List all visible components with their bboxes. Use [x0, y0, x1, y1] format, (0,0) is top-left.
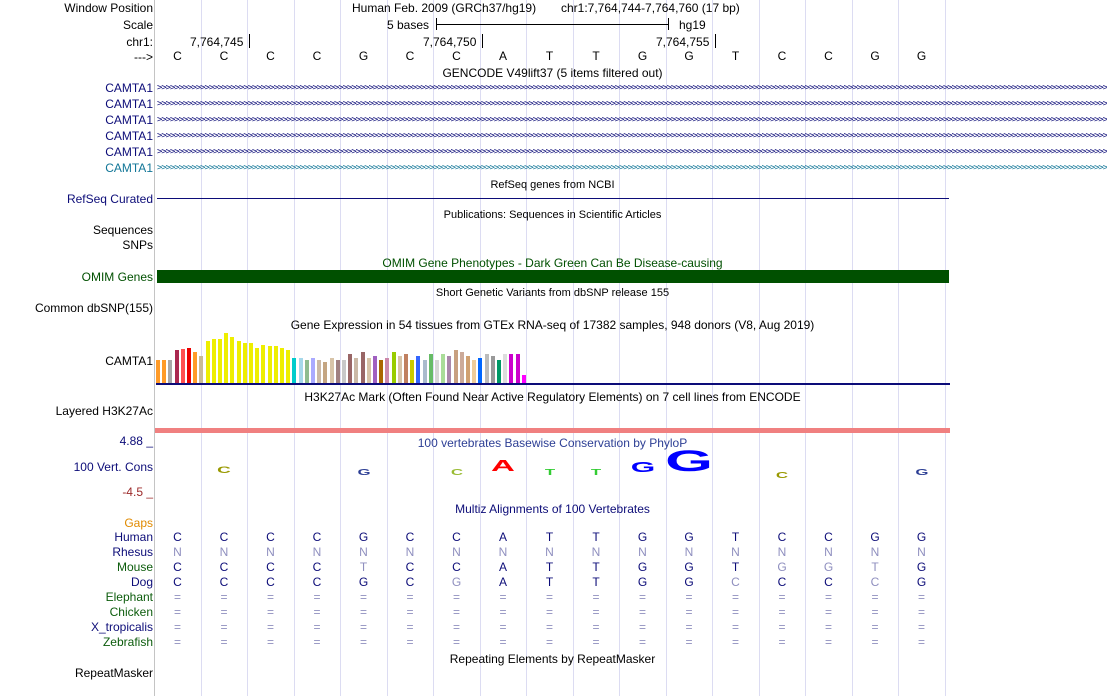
- alignment-base: =: [359, 635, 367, 649]
- sequence-base: T: [731, 49, 740, 63]
- alignment-base: N: [917, 545, 926, 559]
- gtex-track-title[interactable]: Gene Expression in 54 tissues from GTEx RNA-seq of 17382 samples, 948 donors (V8, Aug 2019): [290, 318, 815, 332]
- alignment-base: =: [871, 590, 879, 604]
- alignment-base: =: [778, 635, 786, 649]
- refseq-track-title[interactable]: RefSeq genes from NCBI: [490, 179, 615, 191]
- alignment-base: =: [731, 605, 739, 619]
- alignment-base: N: [312, 545, 322, 559]
- alignment-base: C: [777, 530, 787, 544]
- alignment-base: G: [777, 560, 787, 574]
- alignment-base: G: [870, 530, 880, 544]
- gtex-baseline: [156, 383, 950, 385]
- conservation-logo[interactable]: [155, 445, 950, 493]
- alignment-base: =: [406, 635, 414, 649]
- alignment-base: =: [685, 590, 693, 604]
- alignment-base: =: [220, 605, 228, 619]
- gencode-transcript-feature[interactable]: >>>>>>>>>>>>>>>>>>>>>>>>>>>>>>>>>>>>>>>>>>>>>>>>>>>>>>>>>>>>>>>>>>>>>>>>>>>>>>>>>>>>>>>>>>>>>>>>>>>>>>>>>>>>>>>>>>>>>>>>>>>>>>>>>>>>>>>>>>>>>>>>>>>>>>>>>>>>>>>>>>>>>>>>>>>>>>>>>>>>>>>>>>>>>>>>>>>>>>>>>>>>>>>>>>>>>>>>>>>>: [157, 99, 1107, 109]
- alignment-base: N: [452, 545, 461, 559]
- alignment-base: =: [545, 605, 553, 619]
- alignment-base: G: [684, 575, 694, 589]
- gaps-label[interactable]: Gaps: [124, 516, 153, 530]
- sequence-base: C: [405, 49, 415, 63]
- sequence-base: C: [452, 49, 461, 63]
- multiz-alignment-row: [155, 590, 950, 604]
- alignment-base: =: [452, 635, 460, 649]
- alignment-base: =: [824, 635, 832, 649]
- conservation-track-title[interactable]: 100 vertebrates Basewise Conservation by PhyloP: [417, 436, 688, 450]
- gtex-tissue-bar[interactable]: [175, 350, 179, 383]
- gtex-tissue-bar[interactable]: [261, 345, 265, 383]
- alignment-base: =: [359, 605, 367, 619]
- strand-arrow-label: --->: [134, 50, 153, 64]
- sequence-base: G: [637, 49, 648, 63]
- alignment-base: G: [684, 530, 694, 544]
- omim-track-title[interactable]: OMIM Gene Phenotypes - Dark Green Can Be Disease-causing: [382, 256, 723, 270]
- alignment-base: =: [173, 605, 181, 619]
- alignment-base: C: [452, 530, 461, 544]
- gtex-tissue-bar[interactable]: [503, 354, 507, 383]
- gencode-transcript-label[interactable]: CAMTA1: [105, 81, 153, 95]
- repeatmasker-label[interactable]: RepeatMasker: [74, 666, 153, 680]
- sequence-base: C: [824, 49, 833, 63]
- db-name: hg19: [679, 18, 706, 32]
- alignment-base: G: [916, 530, 927, 544]
- gtex-tissue-bar[interactable]: [243, 343, 247, 383]
- gtex-tissue-bar[interactable]: [162, 360, 166, 383]
- gtex-tissue-bar[interactable]: [509, 354, 513, 383]
- h3k27ac-track-title[interactable]: H3K27Ac Mark (Often Found Near Active Regulatory Elements) on 7 cell lines from ENCODE: [304, 390, 801, 404]
- gtex-tissue-bar[interactable]: [286, 350, 290, 383]
- gencode-transcript-label[interactable]: CAMTA1: [105, 145, 153, 159]
- gencode-transcript-feature[interactable]: >>>>>>>>>>>>>>>>>>>>>>>>>>>>>>>>>>>>>>>>>>>>>>>>>>>>>>>>>>>>>>>>>>>>>>>>>>>>>>>>>>>>>>>>>>>>>>>>>>>>>>>>>>>>>>>>>>>>>>>>>>>>>>>>>>>>>>>>>>>>>>>>>>>>>>>>>>>>>>>>>>>>>>>>>>>>>>>>>>>>>>>>>>>>>>>>>>>>>>>>>>>>>>>>>>>>>>>>>>>>: [157, 147, 1107, 157]
- alignment-base: =: [499, 605, 507, 619]
- alignment-base: =: [406, 620, 414, 634]
- conservation-logo-letter: A: [491, 458, 515, 476]
- alignment-base: =: [266, 590, 274, 604]
- gtex-tissue-bar[interactable]: [237, 341, 241, 383]
- sequence-base: C: [312, 49, 322, 63]
- gtex-tissue-bar[interactable]: [323, 362, 327, 383]
- alignment-base: T: [359, 560, 368, 574]
- gtex-tissue-bar[interactable]: [435, 360, 439, 383]
- multiz-species-label[interactable]: Dog: [130, 575, 153, 589]
- conservation-logo-letter: G: [356, 468, 371, 477]
- alignment-base: =: [917, 605, 925, 619]
- alignment-base: C: [312, 530, 322, 544]
- alignment-base: =: [917, 620, 925, 634]
- gtex-tissue-bar[interactable]: [218, 339, 222, 383]
- gencode-transcript-label[interactable]: CAMTA1: [105, 97, 153, 111]
- multiz-alignment-row: [155, 635, 950, 649]
- gtex-tissue-bar[interactable]: [292, 358, 296, 383]
- alignment-base: C: [405, 530, 415, 544]
- alignment-base: =: [592, 590, 600, 604]
- dbsnp-track-title[interactable]: Short Genetic Variants from dbSNP release 155: [435, 287, 670, 299]
- scale-text: 5 bases: [387, 18, 430, 32]
- alignment-base: =: [778, 620, 786, 634]
- sequence-base: G: [358, 49, 369, 63]
- multiz-species-label[interactable]: Chicken: [109, 605, 153, 619]
- multiz-species-label[interactable]: Elephant: [105, 590, 153, 604]
- conservation-logo-letter: C: [450, 468, 463, 477]
- alignment-base: =: [499, 620, 507, 634]
- gtex-tissue-bar[interactable]: [187, 348, 191, 383]
- gtex-tissue-bar[interactable]: [478, 358, 482, 383]
- alignment-base: =: [592, 635, 600, 649]
- refseq-curated-label[interactable]: RefSeq Curated: [66, 192, 153, 206]
- alignment-base: =: [406, 590, 414, 604]
- alignment-base: C: [266, 530, 275, 544]
- gencode-transcript-feature[interactable]: >>>>>>>>>>>>>>>>>>>>>>>>>>>>>>>>>>>>>>>>>>>>>>>>>>>>>>>>>>>>>>>>>>>>>>>>>>>>>>>>>>>>>>>>>>>>>>>>>>>>>>>>>>>>>>>>>>>>>>>>>>>>>>>>>>>>>>>>>>>>>>>>>>>>>>>>>>>>>>>>>>>>>>>>>>>>>>>>>>>>>>>>>>>>>>>>>>>>>>>>>>>>>>>>>>>>>>>>>>>>: [157, 115, 1107, 125]
- alignment-base: =: [871, 620, 879, 634]
- alignment-base: C: [266, 575, 275, 589]
- multiz-track-title[interactable]: Multiz Alignments of 100 Vertebrates: [455, 502, 650, 516]
- gtex-tissue-bar[interactable]: [311, 358, 315, 383]
- alignment-base: =: [313, 635, 321, 649]
- sequence-base: C: [777, 49, 787, 63]
- alignment-base: T: [545, 575, 554, 589]
- gtex-tissue-bar[interactable]: [379, 360, 383, 383]
- gtex-tissue-bar[interactable]: [255, 348, 259, 383]
- gtex-tissue-bar[interactable]: [199, 356, 203, 383]
- alignment-base: T: [731, 530, 740, 544]
- repeatmasker-track-title[interactable]: Repeating Elements by RepeatMasker: [449, 652, 656, 666]
- gtex-tissue-bar[interactable]: [330, 358, 334, 383]
- alignment-base: C: [312, 560, 322, 574]
- alignment-base: G: [637, 560, 648, 574]
- conservation-logo-letter: G: [914, 468, 929, 477]
- alignment-base: C: [173, 560, 182, 574]
- gtex-tissue-bar[interactable]: [193, 352, 197, 383]
- gencode-transcript-feature[interactable]: >>>>>>>>>>>>>>>>>>>>>>>>>>>>>>>>>>>>>>>>>>>>>>>>>>>>>>>>>>>>>>>>>>>>>>>>>>>>>>>>>>>>>>>>>>>>>>>>>>>>>>>>>>>>>>>>>>>>>>>>>>>>>>>>>>>>>>>>>>>>>>>>>>>>>>>>>>>>>>>>>>>>>>>>>>>>>>>>>>>>>>>>>>>>>>>>>>>>>>>>>>>>>>>>>>>>>>>>>>>>: [157, 163, 1107, 173]
- gtex-tissue-bar[interactable]: [206, 341, 210, 383]
- alignment-base: =: [685, 620, 693, 634]
- gtex-tissue-bar[interactable]: [404, 354, 408, 383]
- gtex-tissue-bar[interactable]: [367, 358, 371, 383]
- alignment-base: =: [266, 605, 274, 619]
- alignment-base: A: [498, 575, 507, 589]
- alignment-base: =: [266, 635, 274, 649]
- multiz-alignment-row: [155, 605, 950, 619]
- omim-genes-label[interactable]: OMIM Genes: [81, 270, 153, 284]
- alignment-base: =: [452, 620, 460, 634]
- alignment-base: C: [266, 560, 275, 574]
- gtex-tissue-bar[interactable]: [354, 358, 358, 383]
- h3k27ac-label[interactable]: Layered H3K27Ac: [55, 404, 153, 418]
- conservation-logo-letter: T: [544, 468, 555, 477]
- ruler-tick-mark: [249, 34, 250, 48]
- multiz-species-label[interactable]: Mouse: [116, 560, 153, 574]
- gtex-tissue-bar[interactable]: [491, 356, 495, 383]
- alignment-base: C: [219, 530, 229, 544]
- omim-phenotype-bar[interactable]: [157, 270, 949, 283]
- alignment-base: N: [777, 545, 787, 559]
- alignment-base: =: [359, 590, 367, 604]
- alignment-base: =: [545, 620, 553, 634]
- gtex-tissue-bar[interactable]: [472, 360, 476, 383]
- conservation-min-label: -4.5 _: [122, 485, 153, 499]
- alignment-base: =: [313, 620, 321, 634]
- gencode-transcript-feature[interactable]: >>>>>>>>>>>>>>>>>>>>>>>>>>>>>>>>>>>>>>>>>>>>>>>>>>>>>>>>>>>>>>>>>>>>>>>>>>>>>>>>>>>>>>>>>>>>>>>>>>>>>>>>>>>>>>>>>>>>>>>>>>>>>>>>>>>>>>>>>>>>>>>>>>>>>>>>>>>>>>>>>>>>>>>>>>>>>>>>>>>>>>>>>>>>>>>>>>>>>>>>>>>>>>>>>>>>>>>>>>>>: [157, 131, 1107, 141]
- alignment-base: N: [405, 545, 415, 559]
- window-position-label: Window Position: [64, 1, 153, 15]
- conservation-logo-letter: G: [630, 459, 655, 476]
- alignment-base: C: [870, 575, 880, 589]
- sequence-base: C: [266, 49, 275, 63]
- multiz-species-label[interactable]: Rhesus: [112, 545, 153, 559]
- alignment-base: =: [638, 590, 646, 604]
- alignment-base: N: [545, 545, 554, 559]
- publications-track-title[interactable]: Publications: Sequences in Scientific Articles: [443, 209, 662, 221]
- alignment-base: =: [173, 635, 181, 649]
- gtex-tissue-bar[interactable]: [385, 358, 389, 383]
- alignment-base: C: [824, 530, 833, 544]
- multiz-species-label[interactable]: X_tropicalis: [90, 620, 153, 634]
- sequence-base: C: [173, 49, 182, 63]
- alignment-base: G: [916, 575, 927, 589]
- alignment-base: =: [220, 635, 228, 649]
- alignment-base: =: [731, 635, 739, 649]
- alignment-base: T: [731, 560, 740, 574]
- alignment-base: G: [637, 530, 648, 544]
- alignment-base: =: [359, 620, 367, 634]
- alignment-base: T: [592, 530, 600, 544]
- alignment-base: =: [499, 590, 507, 604]
- assembly-name: Human Feb. 2009 (GRCh37/hg19): [352, 1, 537, 15]
- conservation-logo-letter: T: [590, 468, 602, 477]
- sequence-base: A: [498, 49, 507, 63]
- alignment-base: A: [498, 560, 507, 574]
- publications-label[interactable]: Sequences: [92, 223, 153, 237]
- alignment-base: T: [592, 560, 600, 574]
- chr-label: chr1:: [126, 35, 153, 49]
- alignment-base: C: [452, 560, 461, 574]
- gtex-tissue-bar[interactable]: [181, 349, 185, 383]
- alignment-base: N: [638, 545, 647, 559]
- alignment-base: A: [498, 530, 507, 544]
- gtex-expression-chart[interactable]: [156, 332, 536, 383]
- alignment-base: =: [685, 605, 693, 619]
- gtex-tissue-bar[interactable]: [305, 360, 309, 383]
- alignment-base: N: [359, 545, 368, 559]
- alignment-base: =: [452, 605, 460, 619]
- sequence-base: T: [592, 49, 600, 63]
- alignment-base: =: [313, 590, 321, 604]
- gtex-tissue-bar[interactable]: [516, 354, 520, 383]
- alignment-base: G: [637, 575, 648, 589]
- alignment-base: T: [545, 530, 554, 544]
- multiz-species-label[interactable]: Human: [114, 530, 153, 544]
- alignment-base: G: [823, 560, 834, 574]
- conservation-logo-letter: C: [217, 464, 231, 475]
- gtex-tissue-bar[interactable]: [274, 346, 278, 383]
- gtex-tissue-bar[interactable]: [429, 354, 433, 383]
- gtex-tissue-bar[interactable]: [348, 354, 352, 383]
- gtex-tissue-bar[interactable]: [398, 356, 402, 383]
- alignment-base: C: [777, 575, 787, 589]
- gtex-tissue-bar[interactable]: [168, 360, 172, 383]
- alignment-base: C: [219, 575, 229, 589]
- gtex-tissue-bar[interactable]: [460, 352, 464, 383]
- gencode-transcript-label[interactable]: CAMTA1: [105, 161, 153, 175]
- gtex-tissue-bar[interactable]: [522, 375, 526, 383]
- alignment-base: C: [312, 575, 322, 589]
- ruler-tick-mark: [482, 34, 483, 48]
- alignment-base: =: [824, 590, 832, 604]
- alignment-base: =: [499, 635, 507, 649]
- alignment-base: C: [173, 530, 182, 544]
- alignment-base: N: [219, 545, 229, 559]
- alignment-base: =: [592, 620, 600, 634]
- alignment-base: =: [824, 605, 832, 619]
- scale-bar: [436, 24, 669, 25]
- alignment-base: N: [684, 545, 694, 559]
- h3k27ac-signal-band[interactable]: [155, 428, 950, 433]
- conservation-logo-letter: C: [775, 471, 789, 480]
- alignment-base: =: [545, 635, 553, 649]
- alignment-base: C: [219, 560, 229, 574]
- sequence-base: G: [684, 49, 694, 63]
- alignment-base: N: [173, 545, 182, 559]
- multiz-species-label[interactable]: Zebrafish: [102, 635, 153, 649]
- multiz-alignment-row: [155, 545, 950, 559]
- scale-bar-left-cap: [436, 18, 437, 30]
- scale-bar-right-cap: [668, 18, 669, 30]
- gtex-tissue-bar[interactable]: [410, 360, 414, 383]
- multiz-alignment-row: [155, 530, 950, 544]
- conservation-max-label: 4.88 _: [119, 434, 153, 448]
- alignment-base: =: [871, 635, 879, 649]
- gtex-tissue-bar[interactable]: [373, 356, 377, 383]
- sequence-base: G: [870, 49, 880, 63]
- snps-label[interactable]: SNPs: [122, 238, 153, 252]
- gtex-tissue-bar[interactable]: [441, 354, 445, 383]
- conservation-logo-letter: G: [665, 445, 713, 478]
- alignment-base: C: [405, 575, 415, 589]
- gtex-tissue-bar[interactable]: [336, 360, 340, 383]
- alignment-base: T: [871, 560, 879, 574]
- gtex-tissue-bar[interactable]: [212, 339, 216, 383]
- ruler-tick-label: 7,764,745: [190, 35, 244, 49]
- base-sequence-row: [155, 49, 950, 63]
- gtex-tissue-bar[interactable]: [361, 352, 365, 383]
- gtex-tissue-bar[interactable]: [268, 346, 272, 383]
- sequence-base: T: [545, 49, 554, 63]
- alignment-base: N: [591, 545, 601, 559]
- alignment-base: C: [731, 575, 740, 589]
- gencode-transcript-feature[interactable]: >>>>>>>>>>>>>>>>>>>>>>>>>>>>>>>>>>>>>>>>>>>>>>>>>>>>>>>>>>>>>>>>>>>>>>>>>>>>>>>>>>>>>>>>>>>>>>>>>>>>>>>>>>>>>>>>>>>>>>>>>>>>>>>>>>>>>>>>>>>>>>>>>>>>>>>>>>>>>>>>>>>>>>>>>>>>>>>>>>>>>>>>>>>>>>>>>>>>>>>>>>>>>>>>>>>>>>>>>>>>: [157, 83, 1107, 93]
- gencode-transcript-label[interactable]: CAMTA1: [105, 129, 153, 143]
- gtex-tissue-bar[interactable]: [454, 350, 458, 383]
- alignment-base: =: [778, 590, 786, 604]
- gtex-tissue-bar[interactable]: [342, 360, 346, 383]
- alignment-base: =: [917, 635, 925, 649]
- multiz-alignment-row: [155, 575, 950, 589]
- gtex-tissue-bar[interactable]: [280, 348, 284, 383]
- alignment-base: =: [685, 635, 693, 649]
- gencode-track-title[interactable]: GENCODE V49lift37 (5 items filtered out): [442, 66, 663, 80]
- gtex-tissue-bar[interactable]: [416, 356, 420, 383]
- ruler-tick-mark: [715, 34, 716, 48]
- gtex-tissue-bar[interactable]: [230, 337, 234, 383]
- alignment-base: =: [638, 635, 646, 649]
- alignment-base: =: [731, 620, 739, 634]
- window-position-value: chr1:7,764,744-7,764,760 (17 bp): [561, 1, 740, 15]
- alignment-base: =: [173, 620, 181, 634]
- alignment-base: G: [684, 560, 694, 574]
- gtex-tissue-bar[interactable]: [423, 360, 427, 383]
- ruler-tick-label: 7,764,755: [656, 35, 710, 49]
- gtex-tissue-bar[interactable]: [299, 358, 303, 383]
- alignment-base: G: [451, 575, 462, 589]
- gtex-tissue-bar[interactable]: [447, 356, 451, 383]
- alignment-base: N: [824, 545, 833, 559]
- alignment-base: G: [358, 575, 369, 589]
- multiz-alignment-row: [155, 620, 950, 634]
- alignment-base: =: [266, 620, 274, 634]
- alignment-base: =: [220, 620, 228, 634]
- gtex-gene-label[interactable]: CAMTA1: [105, 354, 153, 368]
- gtex-tissue-bar[interactable]: [317, 360, 321, 383]
- alignment-base: =: [592, 605, 600, 619]
- alignment-base: =: [545, 590, 553, 604]
- alignment-base: N: [498, 545, 508, 559]
- alignment-base: =: [406, 605, 414, 619]
- gtex-tissue-bar[interactable]: [466, 356, 470, 383]
- alignment-base: =: [731, 590, 739, 604]
- alignment-base: T: [545, 560, 554, 574]
- refseq-gene-line[interactable]: [157, 198, 949, 199]
- alignment-base: N: [731, 545, 740, 559]
- alignment-base: N: [266, 545, 275, 559]
- gtex-tissue-bar[interactable]: [485, 354, 489, 383]
- gencode-transcript-label[interactable]: CAMTA1: [105, 113, 153, 127]
- alignment-base: C: [405, 560, 415, 574]
- alignment-base: C: [824, 575, 833, 589]
- alignment-base: =: [313, 605, 321, 619]
- alignment-base: =: [917, 590, 925, 604]
- sequence-base: G: [916, 49, 927, 63]
- alignment-base: =: [824, 620, 832, 634]
- alignment-base: =: [220, 590, 228, 604]
- dbsnp-label[interactable]: Common dbSNP(155): [34, 301, 153, 315]
- alignment-base: =: [778, 605, 786, 619]
- multiz-alignment-row: [155, 560, 950, 574]
- alignment-base: G: [358, 530, 369, 544]
- conservation-track-label[interactable]: 100 Vert. Cons: [73, 460, 153, 474]
- gtex-tissue-bar[interactable]: [224, 333, 228, 383]
- scale-label: Scale: [122, 18, 153, 32]
- alignment-base: =: [452, 590, 460, 604]
- sequence-base: C: [219, 49, 229, 63]
- alignment-base: G: [916, 560, 927, 574]
- alignment-base: =: [638, 620, 646, 634]
- alignment-base: =: [173, 590, 181, 604]
- alignment-base: T: [592, 575, 600, 589]
- gtex-tissue-bar[interactable]: [249, 343, 253, 383]
- gtex-tissue-bar[interactable]: [392, 352, 396, 383]
- ruler-tick-label: 7,764,750: [423, 35, 477, 49]
- alignment-base: =: [871, 605, 879, 619]
- alignment-base: N: [870, 545, 880, 559]
- alignment-base: =: [638, 605, 646, 619]
- gtex-tissue-bar[interactable]: [497, 360, 501, 383]
- gtex-tissue-bar[interactable]: [156, 360, 160, 383]
- alignment-base: C: [173, 575, 182, 589]
